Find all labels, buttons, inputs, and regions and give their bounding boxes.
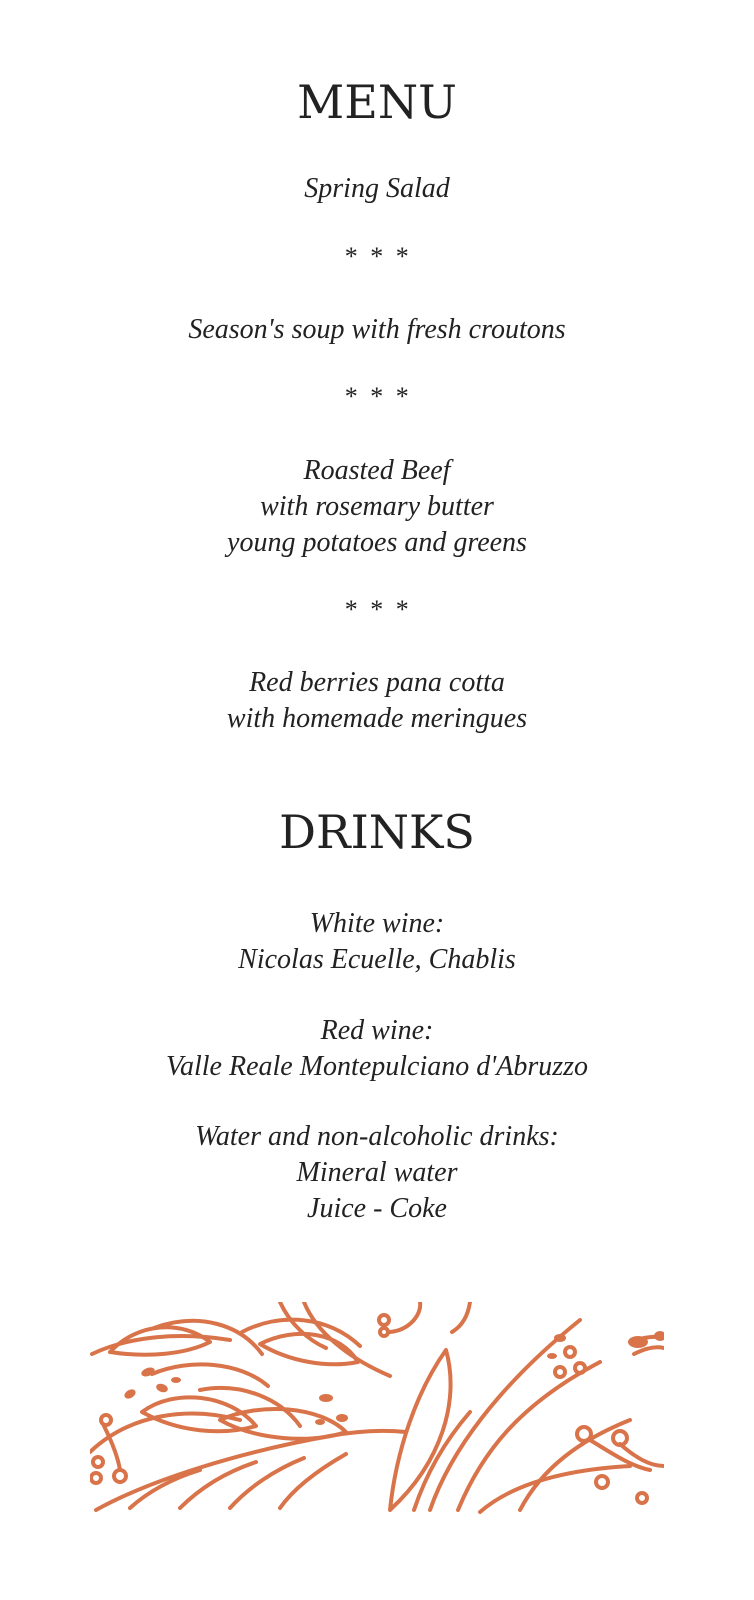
course-soup: Season's soup with fresh croutons xyxy=(188,314,566,345)
drink-water-value: Mineral water xyxy=(296,1157,458,1188)
course-spring-salad: Spring Salad xyxy=(304,173,450,204)
course-separator: * * * xyxy=(343,242,411,271)
course-separator: * * * xyxy=(343,595,411,624)
drink-red-wine-value: Valle Reale Montepulciano d'Abruzzo xyxy=(165,1051,589,1082)
floral-leaves-illustration-icon xyxy=(90,1302,664,1516)
drink-white-wine-value: Nicolas Ecuelle, Chablis xyxy=(238,944,516,975)
course-dessert-line-1: Red berries pana cotta xyxy=(249,667,505,698)
course-main-line-1: Roasted Beef xyxy=(303,455,451,486)
drink-white-wine-label: White wine: xyxy=(309,908,445,939)
drink-red-wine-label: Red wine: xyxy=(320,1015,434,1046)
drink-water-label: Water and non-alcoholic drinks: xyxy=(195,1121,559,1152)
course-main-line-2: with rosemary butter xyxy=(260,491,494,522)
course-main-line-3: young potatoes and greens xyxy=(227,527,527,558)
drink-juice-value: Juice - Coke xyxy=(307,1193,447,1224)
course-separator: * * * xyxy=(343,382,411,411)
course-dessert-line-2: with homemade meringues xyxy=(226,703,528,734)
menu-heading: MENU xyxy=(297,75,457,129)
floral-leaves-illustration-icon xyxy=(90,1302,664,1516)
drinks-heading: DRINKS xyxy=(279,805,475,859)
